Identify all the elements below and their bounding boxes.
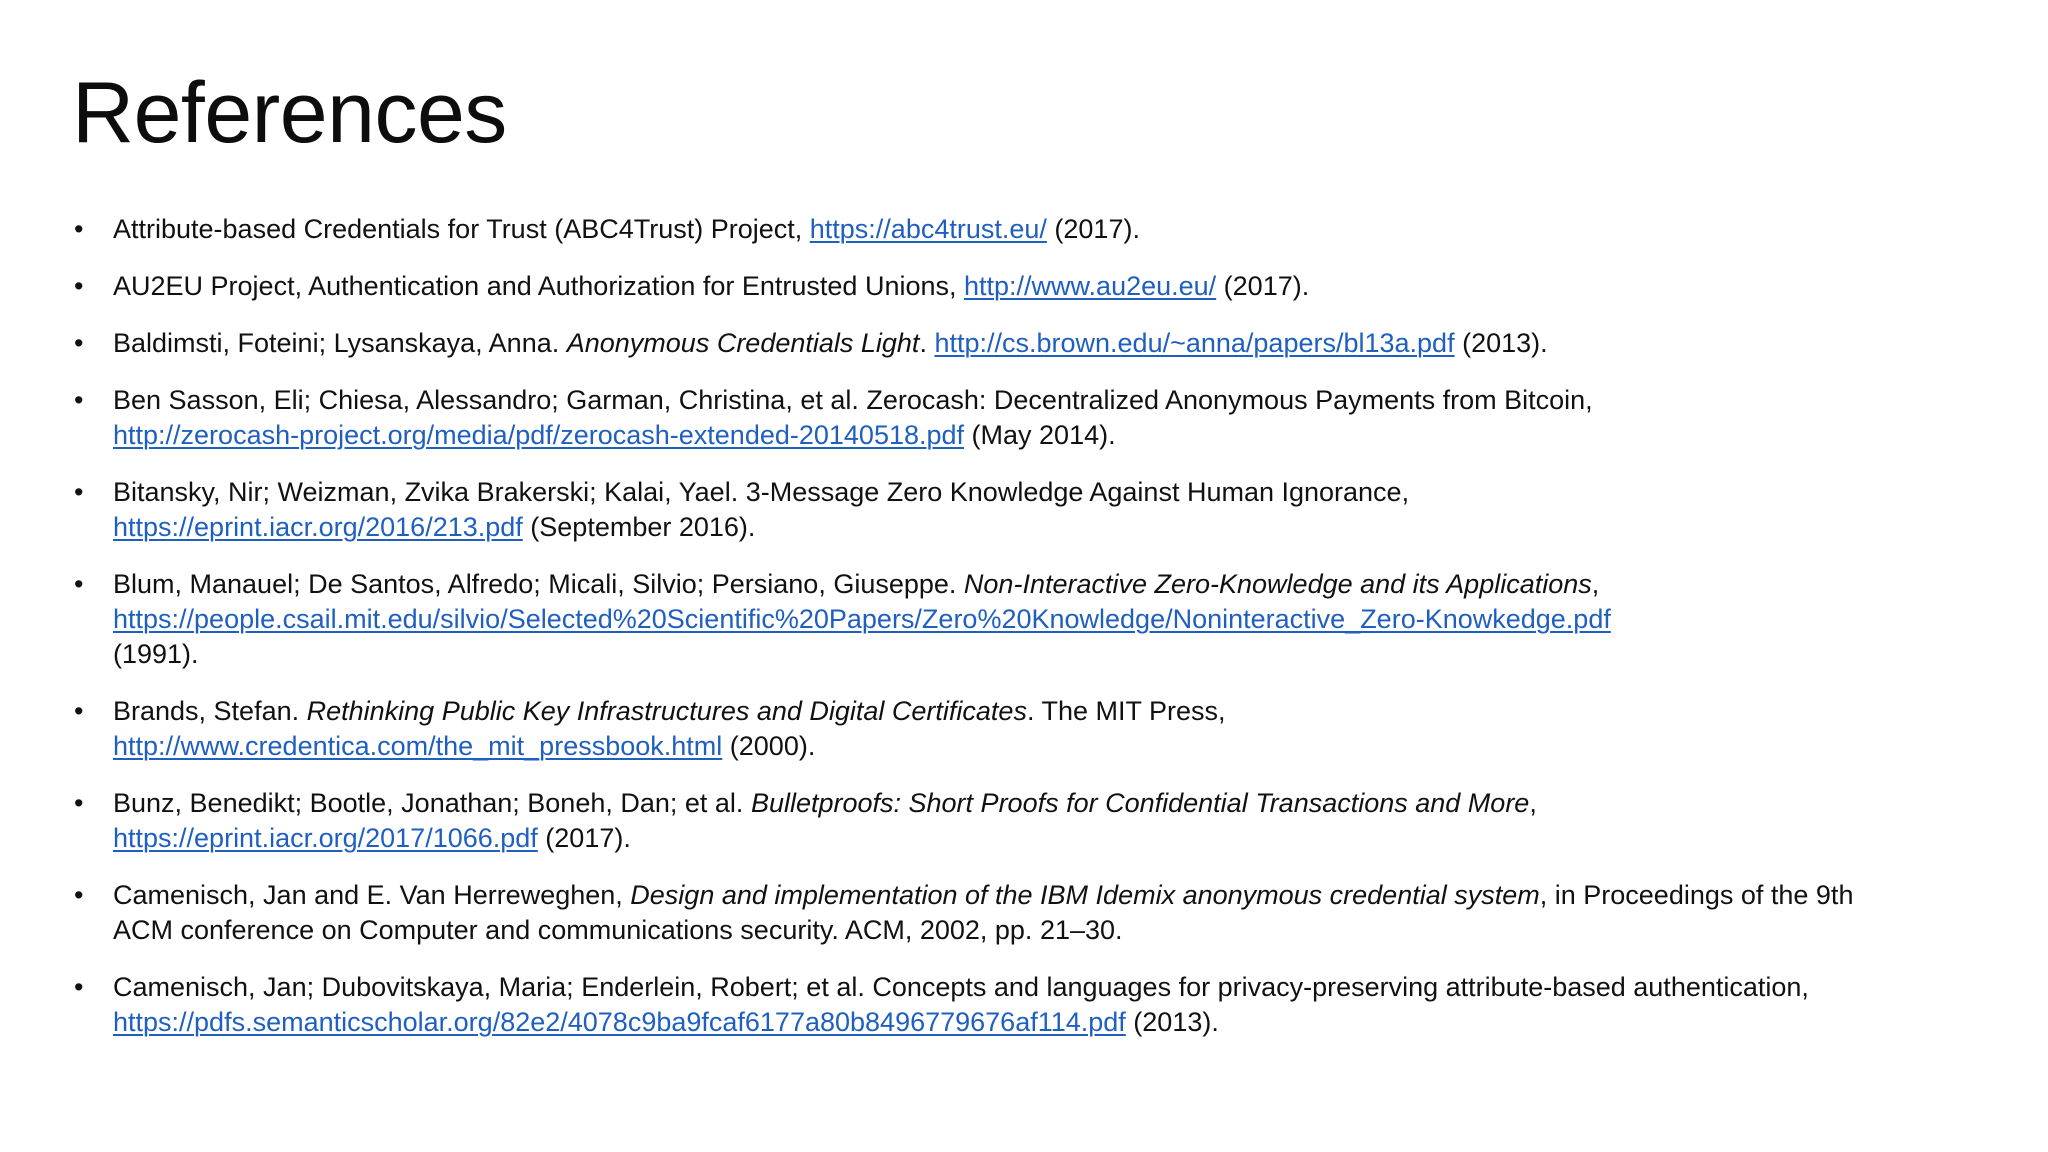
bullet-icon: • bbox=[74, 328, 84, 358]
reference-year: (1991). bbox=[113, 639, 199, 669]
reference-item-2 bbox=[72, 269, 1972, 304]
reference-link[interactable]: http://www.au2eu.eu/ bbox=[964, 271, 1217, 301]
reference-year: (2013). bbox=[1454, 328, 1548, 358]
reference-text: . bbox=[919, 328, 935, 358]
reference-link[interactable]: http://cs.brown.edu/~anna/papers/bl13a.pdf bbox=[934, 328, 1455, 358]
reference-item-1 bbox=[72, 212, 1972, 247]
reference-title: Anonymous Credentials Light bbox=[566, 328, 920, 358]
reference-item-7 bbox=[72, 694, 1972, 764]
reference-text: , in Proceedings of the 9th ACM conference on Computer and communications security. ACM, 2002, pp. 21–30. bbox=[113, 880, 1854, 945]
reference-item-3 bbox=[72, 326, 1972, 361]
reference-year: (September 2016). bbox=[522, 512, 756, 542]
bullet-icon: • bbox=[74, 569, 84, 599]
bullet-icon: • bbox=[74, 477, 84, 507]
page-title: References bbox=[72, 65, 507, 161]
reference-text: , bbox=[1529, 788, 1537, 818]
reference-link[interactable]: http://www.credentica.com/the_mit_pressbook.html bbox=[113, 731, 723, 761]
reference-item-8 bbox=[72, 786, 1972, 856]
reference-title: Non-Interactive Zero-Knowledge and its Applications bbox=[963, 569, 1592, 599]
reference-link[interactable]: https://eprint.iacr.org/2016/213.pdf bbox=[113, 512, 523, 542]
reference-title: Bulletproofs: Short Proofs for Confidential Transactions and More bbox=[750, 788, 1530, 818]
reference-link[interactable]: https://people.csail.mit.edu/silvio/Selected%20Scientific%20Papers/Zero%20Knowledge/Noninteractive_Zero-Knowkedge.pdf bbox=[113, 604, 1611, 634]
bullet-icon: • bbox=[74, 788, 84, 818]
reference-item-4 bbox=[72, 383, 1972, 453]
reference-item-10 bbox=[72, 970, 1813, 1040]
reference-title: Rethinking Public Key Infrastructures and Digital Certificates bbox=[306, 696, 1027, 726]
reference-link[interactable]: http://zerocash-project.org/media/pdf/zerocash-extended-20140518.pdf bbox=[113, 420, 965, 450]
reference-link[interactable]: https://abc4trust.eu/ bbox=[809, 214, 1047, 244]
bullet-icon: • bbox=[74, 972, 84, 1002]
reference-text: Camenisch, Jan and E. Van Herreweghen, bbox=[113, 880, 631, 910]
reference-list bbox=[72, 212, 1972, 1062]
reference-year: (2017). bbox=[1216, 271, 1310, 301]
bullet-icon: • bbox=[74, 385, 84, 415]
reference-text: Blum, Manauel; De Santos, Alfredo; Micali, Silvio; Persiano, Giuseppe. bbox=[113, 569, 964, 599]
reference-text: Bunz, Benedikt; Bootle, Jonathan; Boneh, Dan; et al. bbox=[113, 788, 751, 818]
reference-item-9 bbox=[72, 878, 1893, 948]
reference-text: , bbox=[1591, 569, 1600, 599]
bullet-icon: • bbox=[74, 214, 84, 244]
reference-text: AU2EU Project, Authentication and Authorization for Entrusted Unions, bbox=[113, 271, 964, 301]
bullet-icon: • bbox=[74, 880, 84, 910]
reference-year: (2000). bbox=[722, 731, 816, 761]
reference-year: (2017). bbox=[537, 823, 631, 853]
reference-text: Attribute-based Credentials for Trust (ABC4Trust) Project, bbox=[113, 214, 810, 244]
reference-link[interactable]: https://pdfs.semanticscholar.org/82e2/4078c9ba9fcaf6177a80b8496779676af114.pdf bbox=[113, 1007, 1126, 1037]
reference-text: . The MIT Press, bbox=[1026, 696, 1226, 726]
reference-text: Baldimsti, Foteini; Lysanskaya, Anna. bbox=[113, 328, 567, 358]
reference-item-6 bbox=[72, 567, 1972, 672]
reference-year: (2013). bbox=[1125, 1007, 1219, 1037]
reference-text: Brands, Stefan. bbox=[113, 696, 307, 726]
reference-year: (2017). bbox=[1046, 214, 1140, 244]
bullet-icon: • bbox=[74, 271, 84, 301]
reference-title: Design and implementation of the IBM Idemix anonymous credential system bbox=[630, 880, 1540, 910]
bullet-icon: • bbox=[74, 696, 84, 726]
reference-text: Bitansky, Nir; Weizman, Zvika Brakerski; Kalai, Yael. 3-Message Zero Knowledge Against Human Ignorance, bbox=[113, 477, 1410, 507]
reference-text: Camenisch, Jan; Dubovitskaya, Maria; Enderlein, Robert; et al. Concepts and languages for privacy-preserving attribute-based authentication, bbox=[113, 972, 1809, 1002]
reference-text: Ben Sasson, Eli; Chiesa, Alessandro; Garman, Christina, et al. Zerocash: Decentralized Anonymous Payments from Bitcoin, bbox=[113, 385, 1593, 415]
reference-link[interactable]: https://eprint.iacr.org/2017/1066.pdf bbox=[113, 823, 538, 853]
reference-item-5 bbox=[72, 475, 1972, 545]
reference-year: (May 2014). bbox=[964, 420, 1116, 450]
